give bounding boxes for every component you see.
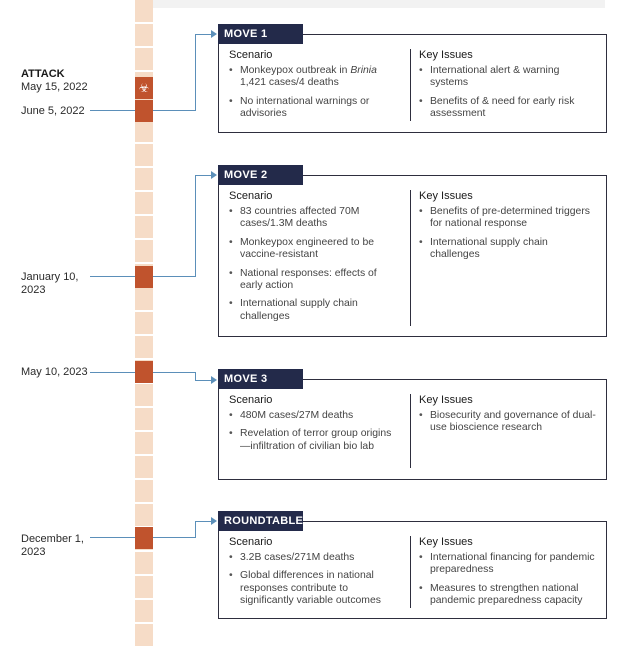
december-date-line1: December 1, [21, 533, 84, 545]
roundtable-scenario-list [229, 552, 401, 608]
leader-june [90, 110, 135, 111]
connector-move2-v [195, 175, 196, 277]
timeline-segment [135, 336, 153, 358]
arrow-move1 [211, 30, 217, 38]
timeline-segment [135, 480, 153, 502]
move3-divider [410, 394, 411, 468]
timeline-segment [135, 144, 153, 166]
connector-move2-top [195, 175, 212, 176]
event-date-january [21, 271, 78, 297]
move3-scenario-list [229, 410, 401, 453]
event-attack-date [21, 68, 88, 94]
timeline-segment [135, 216, 153, 238]
move3-tag: MOVE 3 [218, 369, 303, 389]
move1-box [218, 34, 607, 133]
biohazard-icon: ☣ [135, 77, 153, 99]
move3-issue-item: • Biosecurity and governance of dual-use bioscience research [419, 410, 599, 435]
move2-scenario-item: • 83 countries affected 70M cases/1.3M deaths [229, 206, 401, 231]
connector-roundtable-v [195, 521, 196, 538]
roundtable-tag: ROUNDTABLE [218, 511, 303, 531]
roundtable-issues-list [419, 552, 599, 608]
connector-move3-h [153, 372, 195, 373]
roundtable-issues-heading: Key Issues [419, 536, 473, 548]
timeline-segment [135, 120, 153, 142]
timeline-segment [135, 240, 153, 262]
move3-issues [419, 380, 599, 441]
move2-divider [410, 190, 411, 326]
move1-scenario [229, 35, 401, 127]
timeline-segment [135, 600, 153, 622]
move1-scenario-item: • No international warnings or advisories [229, 96, 401, 121]
move2-issues [419, 176, 599, 268]
leader-december [90, 537, 135, 538]
move3-box [218, 379, 607, 480]
move1-issue-item: • Benefits of & need for early risk assessment [419, 96, 599, 121]
timeline-segment [135, 48, 153, 70]
connector-move1-h [153, 110, 195, 111]
move1-scenario-list [229, 65, 401, 121]
event-date-june: June 5, 2022 [21, 105, 85, 117]
timeline-marker [135, 100, 153, 122]
attack-date: May 15, 2022 [21, 81, 88, 93]
event-date-may: May 10, 2023 [21, 366, 88, 378]
move2-scenario-list [229, 206, 401, 323]
roundtable-scenario-item: • 3.2B cases/271M deaths [229, 552, 401, 564]
move3-scenario-item: • 480M cases/27M deaths [229, 410, 401, 422]
arrow-roundtable [211, 517, 217, 525]
leader-january [90, 276, 135, 277]
roundtable-box [218, 521, 607, 619]
move2-tag: MOVE 2 [218, 165, 303, 185]
connector-move1-v [195, 34, 196, 111]
roundtable-divider [410, 536, 411, 608]
timeline-segment [135, 24, 153, 46]
roundtable-issue-item: • International financing for pandemic preparedness [419, 552, 599, 577]
timeline-segment [135, 288, 153, 310]
timeline-segment [135, 576, 153, 598]
move2-scenario-heading: Scenario [229, 190, 273, 202]
timeline-segment [135, 384, 153, 406]
connector-move3-top [195, 380, 212, 381]
move2-scenario-item: • International supply chain challenges [229, 298, 401, 323]
timeline-segment [135, 168, 153, 190]
timeline-segment [135, 312, 153, 334]
move1-issue-item: • International alert & warning systems [419, 65, 599, 90]
timeline-segment [135, 504, 153, 526]
move1-scenario-heading: Scenario [229, 49, 273, 61]
connector-roundtable-top [195, 521, 212, 522]
timeline-segment [135, 456, 153, 478]
arrow-move3 [211, 376, 217, 384]
january-date-line1: January 10, [21, 271, 79, 283]
timeline-marker [135, 527, 153, 549]
timeline-marker [135, 361, 153, 383]
connector-move3-v [195, 372, 196, 380]
move1-issues [419, 35, 599, 127]
timeline-segment [135, 192, 153, 214]
move3-issues-list [419, 410, 599, 435]
move2-issue-item: • International supply chain challenges [419, 237, 599, 262]
timeline-segment [135, 432, 153, 454]
roundtable-issue-item: • Measures to strengthen national pandemic preparedness capacity [419, 583, 599, 608]
move3-scenario [229, 380, 401, 459]
december-date-line2: 2023 [21, 546, 46, 558]
top-bar [150, 0, 605, 8]
move2-scenario [229, 176, 401, 329]
connector-roundtable-h [153, 537, 195, 538]
move3-scenario-heading: Scenario [229, 394, 273, 406]
connector-move2-h [153, 276, 195, 277]
roundtable-scenario-item: • Global differences in national responses contribute to significantly variable outcomes [229, 570, 401, 607]
event-date-december [21, 533, 84, 559]
timeline-marker [135, 266, 153, 288]
move2-issues-list [419, 206, 599, 262]
move1-issues-list [419, 65, 599, 121]
move1-divider [410, 49, 411, 121]
move2-scenario-item: • National responses: effects of early action [229, 268, 401, 293]
move2-box [218, 175, 607, 337]
move2-issues-heading: Key Issues [419, 190, 473, 202]
january-date-line2: 2023 [21, 284, 46, 296]
move3-issues-heading: Key Issues [419, 394, 473, 406]
move1-scenario-item: • Monkeypox outbreak in Brinia 1,421 cases/4 deaths [229, 65, 401, 90]
timeline-segment [135, 552, 153, 574]
connector-move1-top [195, 34, 212, 35]
timeline-segment [135, 624, 153, 646]
arrow-move2 [211, 171, 217, 179]
timeline-segment [135, 0, 153, 22]
timeline-segment [135, 408, 153, 430]
move1-tag: MOVE 1 [218, 24, 303, 44]
roundtable-scenario-heading: Scenario [229, 536, 273, 548]
attack-label: ATTACK [21, 68, 65, 80]
move2-scenario-item: • Monkeypox engineered to be vaccine-resistant [229, 237, 401, 262]
move1-issues-heading: Key Issues [419, 49, 473, 61]
leader-may [90, 372, 135, 373]
roundtable-issues [419, 522, 599, 614]
roundtable-scenario [229, 522, 401, 614]
move2-issue-item: • Benefits of pre-determined triggers for national response [419, 206, 599, 231]
move3-scenario-item: • Revelation of terror group origins—infiltration of civilian bio lab [229, 428, 401, 453]
